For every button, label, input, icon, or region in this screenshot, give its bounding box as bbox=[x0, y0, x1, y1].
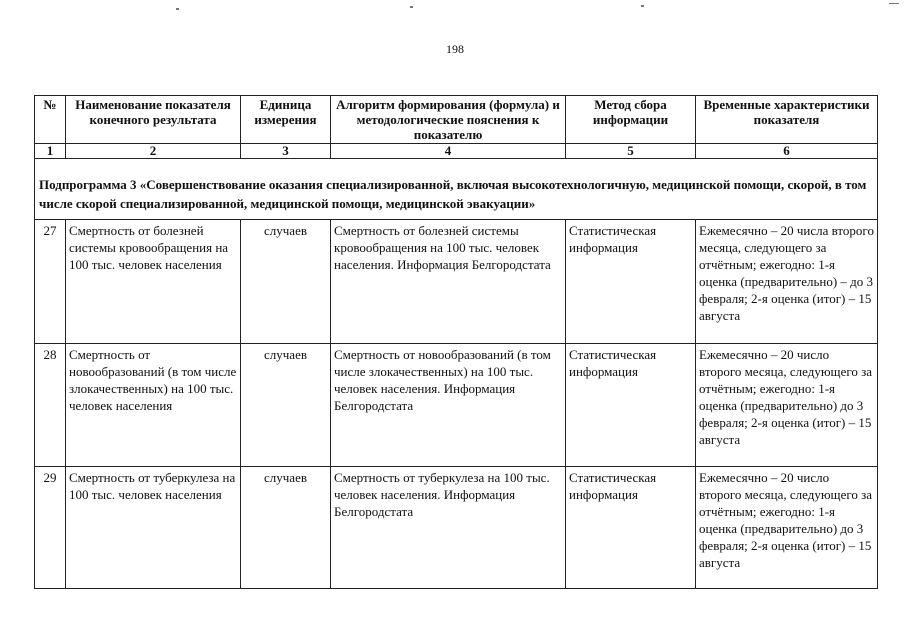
table-row bbox=[35, 467, 878, 589]
table-row bbox=[35, 220, 878, 344]
collection-method: Статистическая информация bbox=[566, 344, 696, 467]
subprogram-title: Подпрограмма 3 «Совершенствование оказания специализированной, включая высокотехнологичную, медицинской помощи, скорой, в том числе скорой специализированной, медицинской помощи, медицинской эвакуации» bbox=[35, 159, 878, 220]
page-number: 198 bbox=[446, 42, 464, 56]
column-number: 1 bbox=[35, 144, 66, 159]
algorithm: Смертность от туберкулеза на 100 тыс. человек населения. Информация Белгородстата bbox=[331, 467, 566, 589]
header-method: Метод сбора информации bbox=[566, 96, 696, 144]
header-unit: Единица измерения bbox=[241, 96, 331, 144]
scan-speck bbox=[410, 6, 413, 8]
column-number: 6 bbox=[696, 144, 878, 159]
scan-speck bbox=[176, 8, 179, 10]
column-number-row bbox=[35, 144, 878, 159]
header-no: № bbox=[35, 96, 66, 144]
scan-speck bbox=[641, 5, 644, 7]
unit: случаев bbox=[241, 220, 331, 344]
algorithm: Смертность от новообразований (в том числе злокачественных) на 100 тыс. человек населения. Информация Белгородстата bbox=[331, 344, 566, 467]
header-timing: Временные характеристики показателя bbox=[696, 96, 878, 144]
collection-method: Статистическая информация bbox=[566, 467, 696, 589]
timing: Ежемесячно – 20 числа второго месяца, следующего за отчётным; ежегодно: 1-я оценка (предварительно) – до 3 февраля; 2-я оценка (итог) – 15 августа bbox=[696, 220, 878, 344]
indicator-name: Смертность от туберкулеза на 100 тыс. человек населения bbox=[66, 467, 241, 589]
header-algorithm: Алгоритм формирования (формула) и методологические пояснения к показателю bbox=[331, 96, 566, 144]
timing: Ежемесячно – 20 число второго месяца, следующего за отчётным; ежегодно: 1-я оценка (предварительно) до 3 февраля; 2-я оценка (итог) – 15 августа bbox=[696, 467, 878, 589]
row-number: 29 bbox=[35, 467, 66, 589]
header-name: Наименование показателя конечного результата bbox=[66, 96, 241, 144]
column-number: 4 bbox=[331, 144, 566, 159]
column-number: 2 bbox=[66, 144, 241, 159]
algorithm: Смертность от болезней системы кровообращения на 100 тыс. человек населения. Информация Белгородстата bbox=[331, 220, 566, 344]
unit: случаев bbox=[241, 344, 331, 467]
subprogram-row bbox=[35, 159, 878, 220]
indicator-name: Смертность от новообразований (в том числе злокачественных) на 100 тыс. человек населения bbox=[66, 344, 241, 467]
row-number: 27 bbox=[35, 220, 66, 344]
row-number: 28 bbox=[35, 344, 66, 467]
table-row bbox=[35, 344, 878, 467]
timing: Ежемесячно – 20 число второго месяца, следующего за отчётным; ежегодно: 1-я оценка (предварительно) до 3 февраля; 2-я оценка (итог) – 15 августа bbox=[696, 344, 878, 467]
column-number: 3 bbox=[241, 144, 331, 159]
scan-speck bbox=[889, 3, 899, 4]
indicators-table bbox=[34, 95, 878, 589]
column-number: 5 bbox=[566, 144, 696, 159]
indicator-name: Смертность от болезней системы кровообращения на 100 тыс. человек населения bbox=[66, 220, 241, 344]
unit: случаев bbox=[241, 467, 331, 589]
header-row bbox=[35, 96, 878, 144]
collection-method: Статистическая информация bbox=[566, 220, 696, 344]
